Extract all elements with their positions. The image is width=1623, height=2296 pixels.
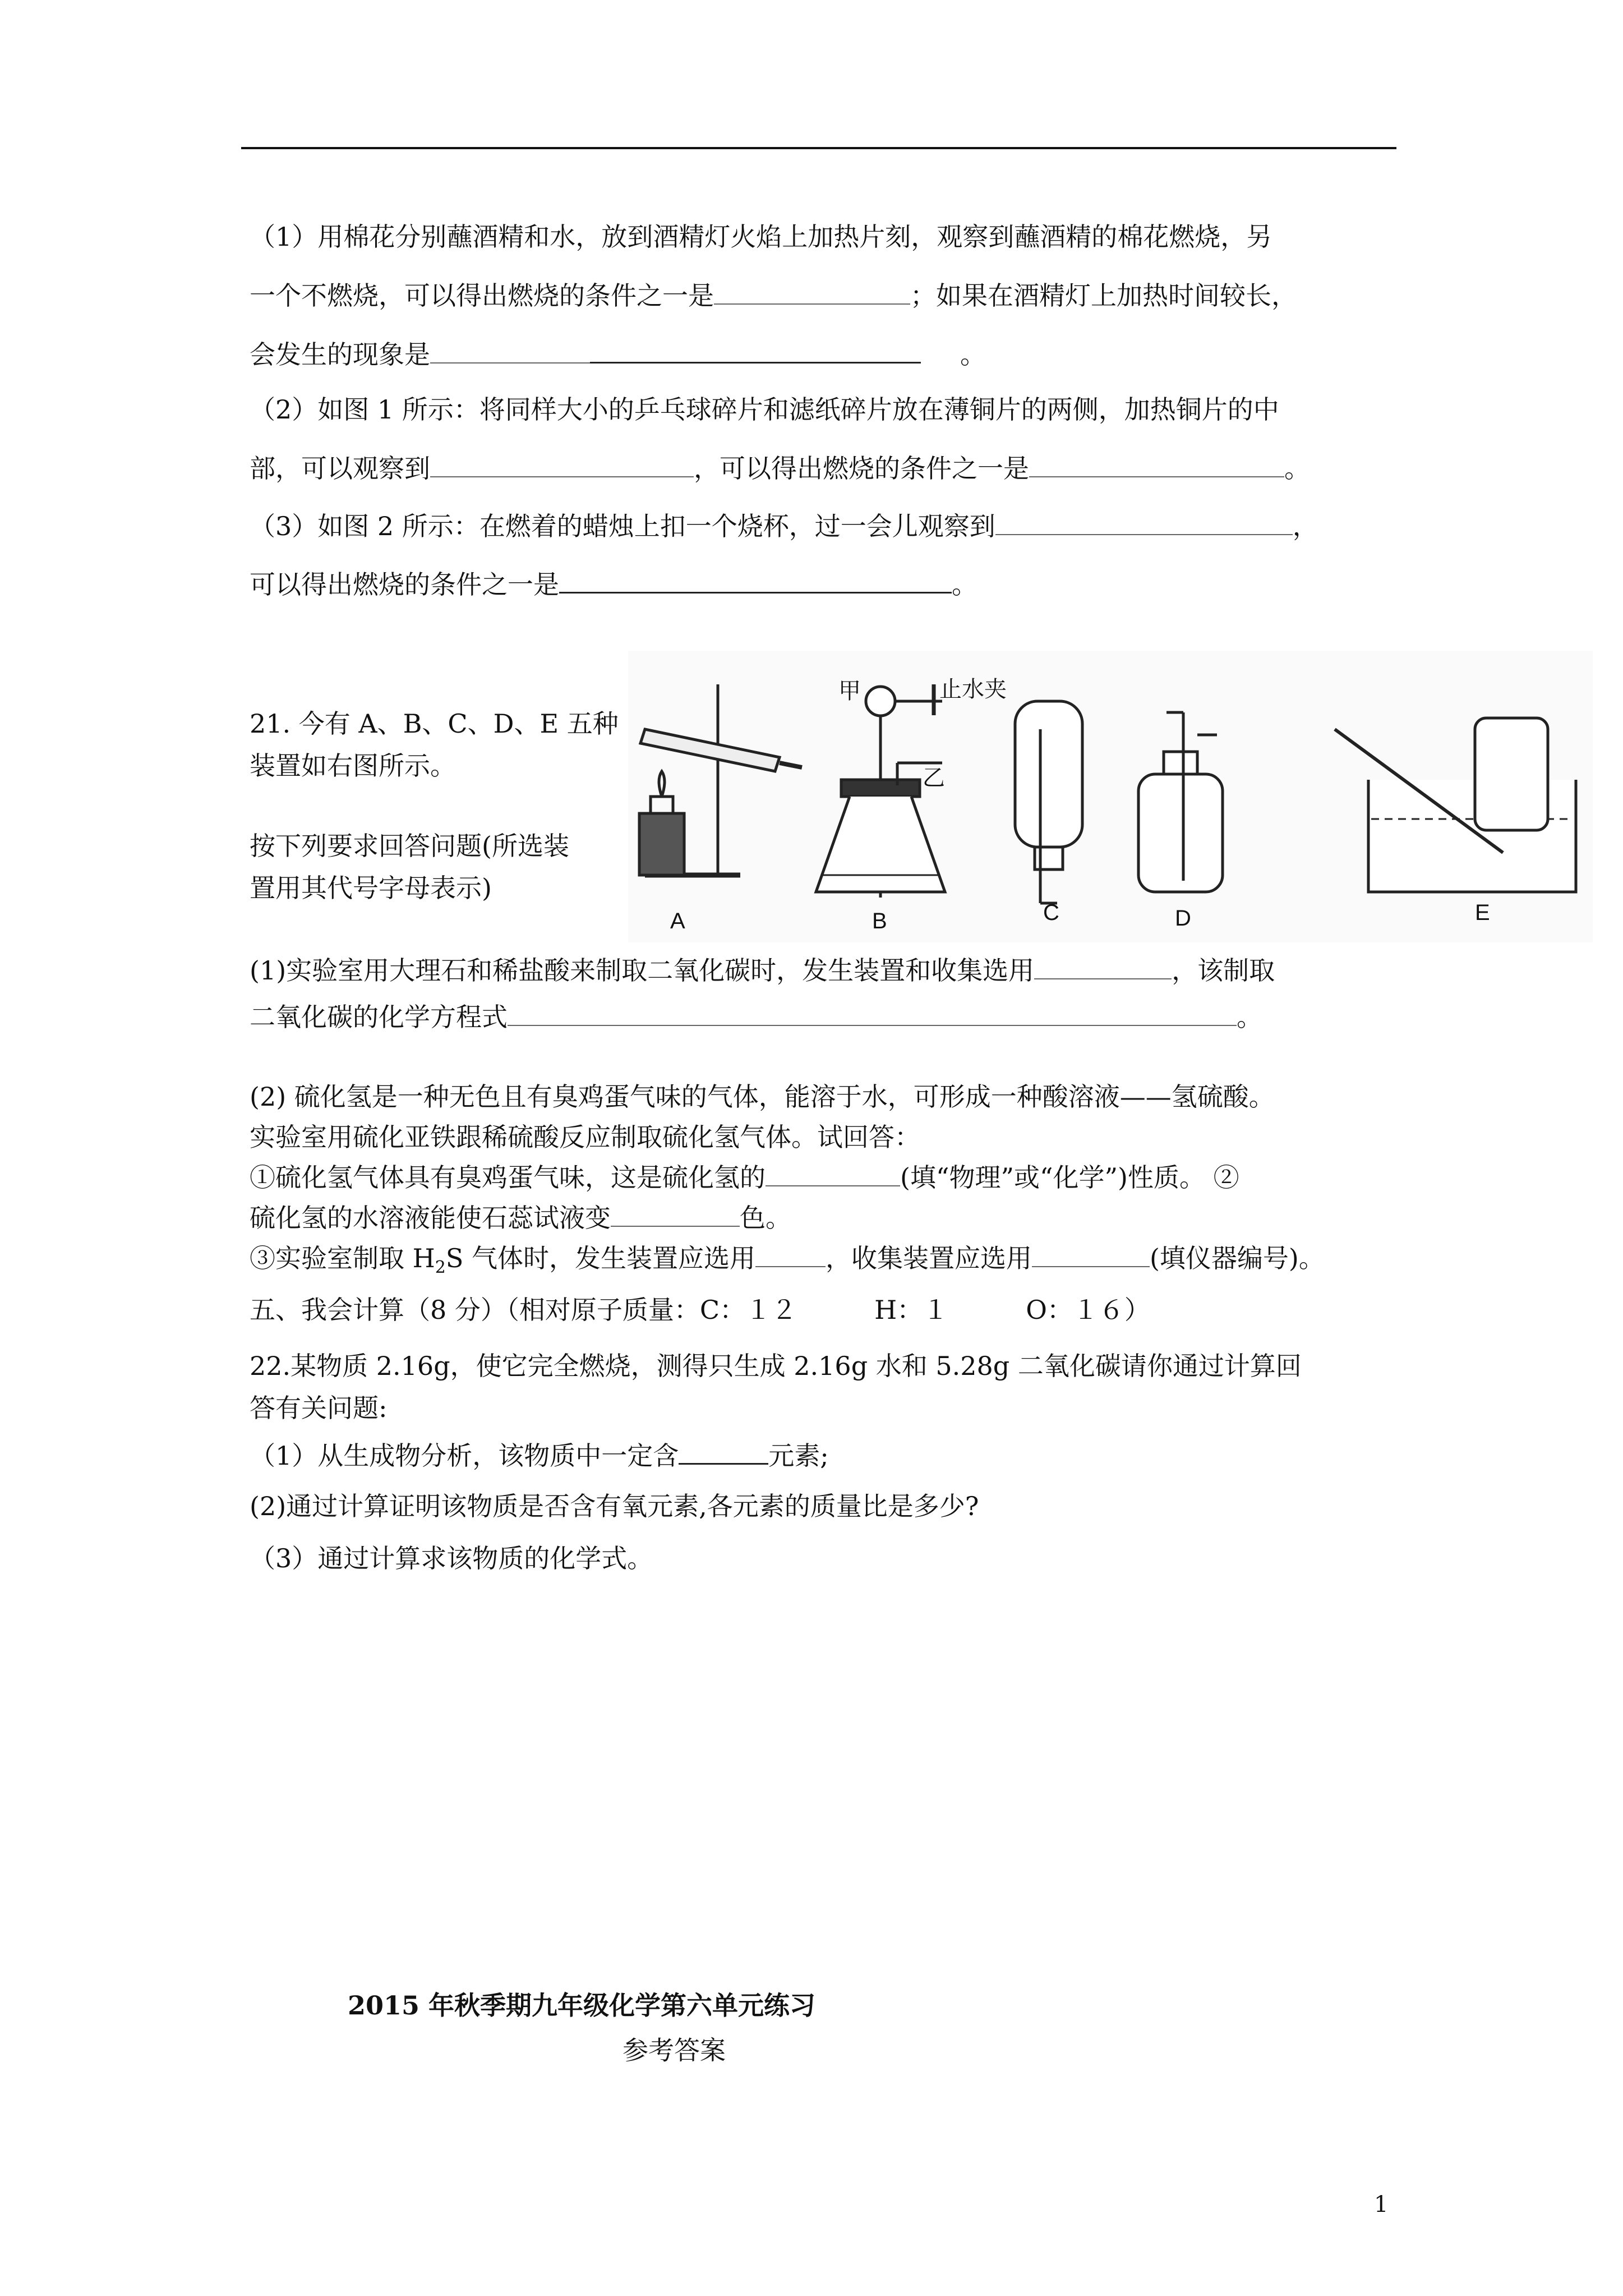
label-e: E — [1475, 900, 1490, 925]
q20-line-6: （3）如图 2 所示：在燃着的蜡烛上扣一个烧杯，过一会儿观察到 ， — [250, 511, 1318, 541]
q20-line-5: 部，可以观察到 ，可以得出燃烧的条件之一是 。 — [250, 453, 1310, 484]
label-clamp: 止水夹 — [939, 677, 1007, 702]
q21-part1-line-2: 二氧化碳的化学方程式 。 — [250, 1002, 1262, 1032]
answer-blank[interactable] — [430, 340, 590, 364]
label-a: A — [670, 909, 685, 933]
answer-blank[interactable] — [1032, 1244, 1150, 1267]
answer-blank[interactable] — [1029, 454, 1284, 477]
q21-part2-line-1: (2) 硫化氢是一种无色且有臭鸡蛋气味的气体，能溶于水，可形成一种酸溶液——氢硫酸。 — [250, 1082, 1275, 1112]
answer-title: 2015 年秋季期九年级化学第六单元练习 — [348, 1990, 816, 2021]
label-yi: 乙 — [923, 766, 945, 790]
answer-blank[interactable] — [766, 1163, 900, 1186]
answer-blank[interactable] — [611, 1203, 740, 1227]
q21-intro-4: 置用其代号字母表示) — [250, 873, 492, 903]
q22-line-3: （1）从生成物分析，该物质中一定含 元素; — [250, 1441, 829, 1471]
answer-blank[interactable] — [508, 1002, 1237, 1026]
page-number: 1 — [1374, 2192, 1389, 2217]
q21-part2-line-3: ①硫化氢气体具有臭鸡蛋气味，这是硫化氢的 (填“物理”或“化学”)性质。 ② — [250, 1162, 1239, 1193]
q21-part1-line-1: (1)实验室用大理石和稀盐酸来制取二氧化碳时，发生装置和收集选用 ，该制取 — [250, 955, 1275, 986]
answer-subtitle: 参考答案 — [623, 2035, 726, 2065]
q20-line-1: （1）用棉花分别蘸酒精和水，放到酒精灯火焰上加热片刻，观察到蘸酒精的棉花燃烧，另 — [250, 222, 1272, 252]
q22-line-2: 答有关问题: — [250, 1393, 388, 1423]
apparatus-figure — [628, 651, 1593, 942]
q21-intro-2: 装置如右图所示。 — [250, 751, 456, 781]
q20-line-7: 可以得出燃烧的条件之一是 。 — [250, 569, 978, 600]
answer-blank[interactable] — [1034, 956, 1172, 979]
q20-line-4: （2）如图 1 所示：将同样大小的乒乓球碎片和滤纸碎片放在薄铜片的两侧，加热铜片的中 — [250, 394, 1279, 425]
answer-blank[interactable] — [714, 281, 910, 305]
q22-line-1: 22.某物质 2.16g，使它完全燃烧，测得只生成 2.16g 水和 5.28g 二氧化碳请你通过计算回 — [250, 1351, 1302, 1381]
q21-part2-line-2: 实验室用硫化亚铁跟稀硫酸反应制取硫化氢气体。试回答： — [250, 1122, 920, 1152]
label-b: B — [872, 909, 887, 933]
answer-blank[interactable] — [559, 569, 952, 593]
q21-intro-3: 按下列要求回答问题(所选装 — [250, 831, 569, 861]
answer-blank[interactable] — [679, 1441, 768, 1465]
label-c: C — [1043, 900, 1059, 925]
q21-part2-line-5: ③实验室制取 $H_2S$ 气体时，发生装置应选用 ，收集装置应选用 (填仪器编号)。 — [250, 1243, 1325, 1277]
label-jia: 甲 — [838, 679, 861, 703]
answer-blank[interactable] — [430, 454, 694, 477]
answer-blank[interactable] — [590, 339, 921, 364]
answer-blank[interactable] — [995, 512, 1293, 535]
q22-line-5: （3）通过计算求该物质的化学式。 — [250, 1543, 653, 1573]
q22-line-4: (2)通过计算证明该物质是否含有氧元素,各元素的质量比是多少? — [250, 1491, 979, 1521]
header-rule — [241, 147, 1396, 149]
section-5-title: 五、我会计算（8 分）（相对原子质量：C：１２ H：１ O：１６） — [250, 1295, 1150, 1325]
q20-line-2: 一个不燃烧，可以得出燃烧的条件之一是 ；如果在酒精灯上加热时间较长， — [250, 280, 1297, 311]
q21-part2-line-4: 硫化氢的水溶液能使石蕊试液变 色。 — [250, 1203, 791, 1233]
answer-blank[interactable] — [755, 1244, 826, 1267]
q21-intro-1: 21. 今有 A、B、C、D、E 五种 — [250, 708, 619, 739]
label-d: D — [1175, 906, 1191, 931]
q20-line-3: 会发生的现象是 。 — [250, 339, 986, 370]
